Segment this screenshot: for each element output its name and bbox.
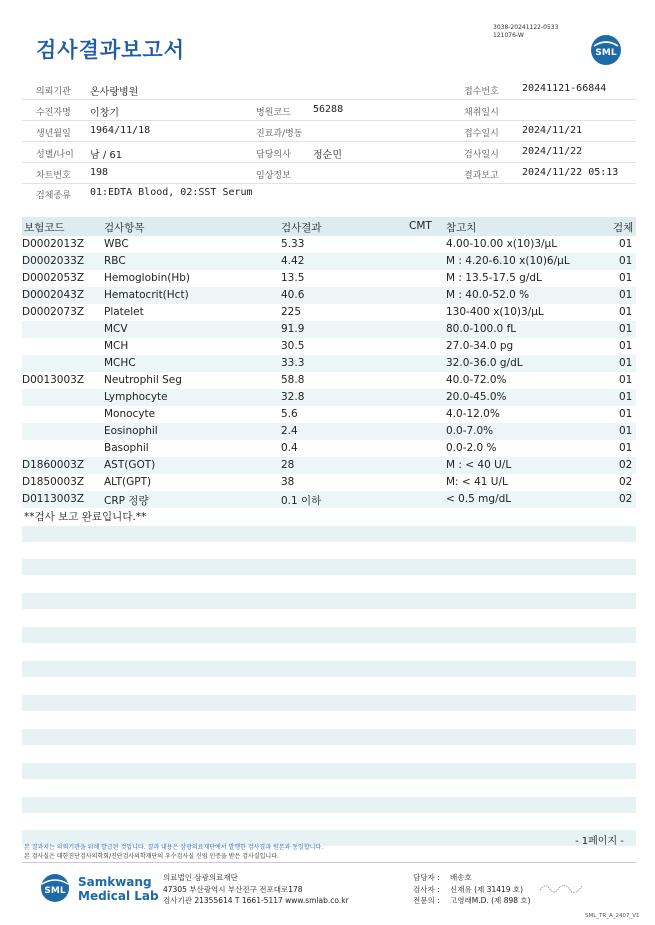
doctor-label: 담당의사: [256, 150, 291, 160]
row-spec: 02: [619, 493, 633, 505]
row-ref: M : 40.0-52.0 %: [446, 289, 530, 301]
empty-row-band: [22, 627, 636, 643]
tested-label: 검사일시: [464, 150, 499, 160]
row-ref: < 0.5 mg/dL: [446, 493, 512, 505]
sml-brand-logo-icon: [36, 873, 74, 903]
header-cmt: CMT: [409, 220, 432, 232]
brand-line-2: Medical Lab: [78, 889, 159, 903]
document-id-line1: 3038-20241122-0533: [493, 24, 559, 31]
specimen-type-label: 검체종류: [36, 191, 71, 201]
table-row: [22, 406, 636, 423]
page-title: 검사결과보고서: [36, 38, 186, 62]
empty-row-band: [22, 661, 636, 677]
row-ref: M : 13.5-17.5 g/dL: [446, 272, 542, 284]
form-code: SML_TR_A_2407_V1: [585, 913, 640, 919]
table-row: [22, 457, 636, 474]
row-result: 225: [281, 306, 302, 318]
page-number: - 1페이지 -: [575, 836, 624, 847]
staff-tester: 신재유 (제 31419 호): [450, 885, 524, 894]
row-item: Hematocrit(Hct): [104, 289, 189, 301]
empty-row-band: [22, 526, 636, 542]
results-table-body: [22, 236, 636, 508]
row-result: 91.9: [281, 323, 305, 335]
sex-age-label: 성별/나이: [36, 150, 74, 160]
empty-row-band: [22, 559, 636, 575]
empty-row-band: [22, 593, 636, 609]
row-code: D0002073Z: [22, 306, 85, 318]
row-code: D0002033Z: [22, 255, 85, 267]
row-spec: 02: [619, 476, 633, 488]
header-code: 보험코드: [24, 222, 65, 234]
row-spec: 01: [619, 238, 633, 250]
footer-note-1: 본 결과지는 의뢰기관을 위해 발급된 것입니다. 결과 내용은 삼광의료재단에서 발행한 검사결과 원본과 동일합니다.: [24, 844, 324, 851]
row-item: Neutrophil Seg: [104, 374, 182, 386]
signature-icon: [538, 880, 586, 894]
row-spec: 01: [619, 323, 633, 335]
row-result: 40.6: [281, 289, 305, 301]
svg-text:SML: SML: [595, 48, 617, 58]
row-item: Hemoglobin(Hb): [104, 272, 191, 284]
row-item: RBC: [104, 255, 126, 267]
row-item: MCHC: [104, 357, 136, 369]
row-result: 58.8: [281, 374, 305, 386]
table-row: [22, 474, 636, 491]
header-spec: 검체: [613, 222, 634, 234]
row-item: MCH: [104, 340, 129, 352]
row-item: Monocyte: [104, 408, 156, 420]
footer-note-2: 본 검사실은 대한진단검사의학회/진단검사의학재단의 우수검사실 신임 인증을 받은 검사실입니다.: [24, 853, 279, 860]
dob-label: 생년월일: [36, 129, 71, 139]
received-label: 접수일시: [464, 129, 499, 139]
row-code: D0013003Z: [22, 374, 85, 386]
row-code: D0113003Z: [22, 493, 85, 505]
row-spec: 01: [619, 255, 633, 267]
row-ref: M : 4.20-6.10 x(10)6/μL: [446, 255, 570, 267]
brand-name: [78, 875, 159, 903]
table-row: [22, 304, 636, 321]
empty-row-band: [22, 763, 636, 779]
row-ref: M : < 40 U/L: [446, 459, 512, 471]
row-item: AST(GOT): [104, 459, 156, 471]
reported-label: 결과보고: [464, 171, 499, 181]
chart-no-value: 198: [90, 167, 109, 178]
table-row: [22, 440, 636, 457]
row-code: D0002043Z: [22, 289, 85, 301]
row-item: Basophil: [104, 442, 149, 454]
row-spec: 01: [619, 306, 633, 318]
table-row: [22, 236, 636, 253]
footer-divider: [22, 862, 636, 863]
table-row: [22, 355, 636, 372]
header-result: 검사결과: [281, 222, 322, 234]
row-result: 4.42: [281, 255, 305, 267]
staff-contact: 배송호: [450, 873, 472, 882]
results-table-header: [22, 217, 636, 236]
info-row-4: [22, 142, 636, 163]
staff-specialist-label: 전문의 :: [413, 896, 440, 905]
row-result: 38: [281, 476, 295, 488]
table-row: [22, 372, 636, 389]
patient-label: 수진자명: [36, 108, 71, 118]
empty-row-band: [22, 729, 636, 745]
row-spec: 01: [619, 357, 633, 369]
staff-tester-label: 검사자 :: [413, 885, 440, 894]
dob-value: 1964/11/18: [90, 125, 151, 136]
row-spec: 01: [619, 391, 633, 403]
hospital-code-value: 56288: [313, 104, 344, 115]
row-ref: 130-400 x(10)3/μL: [446, 306, 544, 318]
info-row-3: [22, 121, 636, 142]
row-spec: 01: [619, 272, 633, 284]
report-complete-text: **검사 보고 완료입니다.**: [24, 511, 147, 523]
empty-row-band: [22, 695, 636, 711]
row-item: Lymphocyte: [104, 391, 168, 403]
row-ref: 27.0-34.0 pg: [446, 340, 514, 352]
row-code: D0002013Z: [22, 238, 85, 250]
table-row: [22, 287, 636, 304]
row-code: D0002053Z: [22, 272, 85, 284]
table-row: [22, 423, 636, 440]
row-item: CRP 정량: [104, 495, 149, 507]
table-row: [22, 491, 636, 508]
row-result: 5.33: [281, 238, 305, 250]
row-spec: 02: [619, 459, 633, 471]
row-ref: 4.0-12.0%: [446, 408, 500, 420]
row-ref: M: < 41 U/L: [446, 476, 508, 488]
row-item: Platelet: [104, 306, 144, 318]
tested-value: 2024/11/22: [522, 146, 583, 157]
reception-no-label: 접수번호: [464, 87, 499, 97]
row-result: 28: [281, 459, 295, 471]
table-row: [22, 338, 636, 355]
received-value: 2024/11/21: [522, 125, 583, 136]
table-row: [22, 270, 636, 287]
row-spec: 01: [619, 340, 633, 352]
row-ref: 20.0-45.0%: [446, 391, 507, 403]
institution-label: 의뢰기관: [36, 87, 71, 97]
info-row-2: [22, 100, 636, 121]
collection-date-label: 채취일시: [464, 108, 499, 118]
document-id-line2: 121076-W: [493, 32, 524, 39]
row-code: D1850003Z: [22, 476, 85, 488]
svg-text:SML: SML: [44, 886, 66, 896]
dept-label: 진료과/병동: [256, 129, 303, 139]
table-row: [22, 321, 636, 338]
row-spec: 01: [619, 289, 633, 301]
row-spec: 01: [619, 442, 633, 454]
row-item: WBC: [104, 238, 129, 250]
staff-specialist: 고영래M.D. (제 898 호): [450, 896, 531, 905]
row-ref: 80.0-100.0 fL: [446, 323, 517, 335]
row-ref: 32.0-36.0 g/dL: [446, 357, 523, 369]
specimen-type-value: 01:EDTA Blood, 02:SST Serum: [90, 187, 253, 198]
header-item: 검사항목: [104, 222, 145, 234]
row-result: 0.1 이하: [281, 495, 322, 507]
institution-value: 온사랑병원: [90, 87, 139, 98]
row-ref: 0.0-2.0 %: [446, 442, 497, 454]
chart-no-label: 차트번호: [36, 171, 71, 181]
org-address: 47305 부산광역시 부산진구 전포대로178: [163, 885, 303, 894]
org-name: 의료법인 삼광의료재단: [163, 873, 238, 882]
row-item: Eosinophil: [104, 425, 158, 437]
row-ref: 4.00-10.00 x(10)3/μL: [446, 238, 558, 250]
row-result: 13.5: [281, 272, 305, 284]
row-ref: 40.0-72.0%: [446, 374, 507, 386]
table-row: [22, 389, 636, 406]
row-result: 2.4: [281, 425, 298, 437]
empty-row-band: [22, 797, 636, 813]
row-result: 33.3: [281, 357, 305, 369]
table-row: [22, 253, 636, 270]
row-spec: 01: [619, 425, 633, 437]
info-row-6: [22, 183, 636, 203]
clinical-label: 임상정보: [256, 171, 291, 181]
row-result: 0.4: [281, 442, 298, 454]
row-spec: 01: [619, 408, 633, 420]
row-code: D1860003Z: [22, 459, 85, 471]
hospital-code-label: 병원코드: [256, 108, 291, 118]
doctor-value: 정순민: [313, 150, 342, 161]
patient-value: 이창기: [90, 108, 119, 119]
info-row-1: [22, 79, 636, 100]
org-contact: 검사기관 21355614 T 1661-5117 www.smlab.co.kr: [163, 896, 349, 905]
row-result: 32.8: [281, 391, 305, 403]
sex-age-value: 남 / 61: [90, 150, 123, 161]
row-item: ALT(GPT): [104, 476, 152, 488]
row-ref: 0.0-7.0%: [446, 425, 494, 437]
row-spec: 01: [619, 374, 633, 386]
row-result: 5.6: [281, 408, 298, 420]
row-result: 30.5: [281, 340, 305, 352]
header-ref: 참고치: [446, 222, 477, 234]
reported-value: 2024/11/22 05:13: [522, 167, 619, 178]
staff-contact-label: 담당자 :: [413, 873, 440, 882]
document-id: [493, 24, 558, 40]
row-item: MCV: [104, 323, 128, 335]
info-row-5: [22, 163, 636, 184]
reception-no-value: 20241121-66844: [522, 83, 607, 94]
sml-logo-icon: [590, 34, 622, 66]
brand-line-1: Samkwang: [78, 875, 152, 889]
